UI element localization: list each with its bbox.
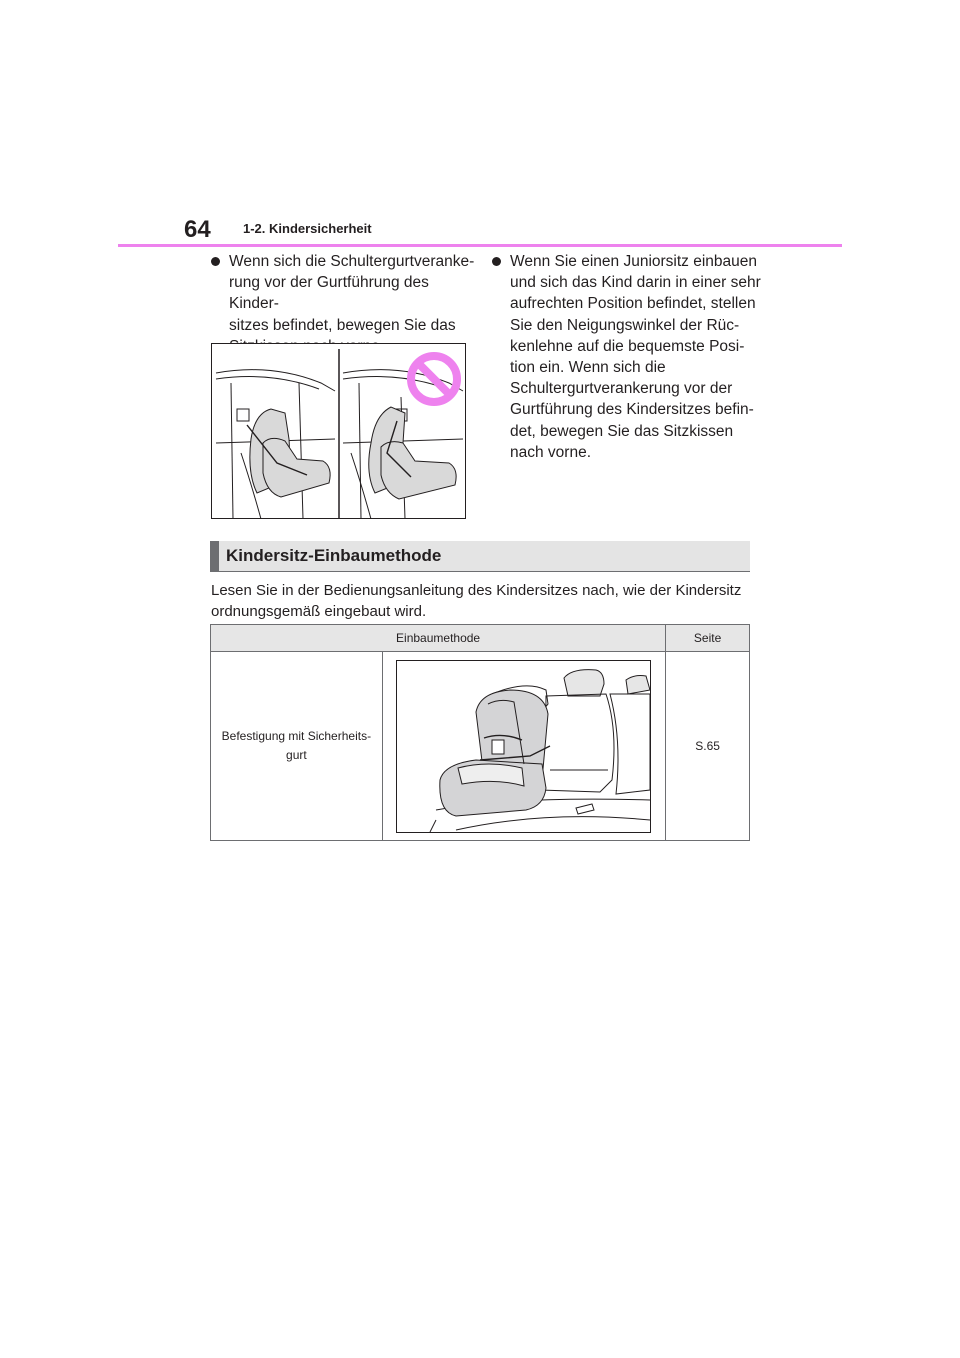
bullet-text: Wenn Sie einen Juniorsitz einbauen und sich das Kind darin in einer sehr aufrechten Position befindet, stellen Sie den Neigungswinkel der Rüc- kenlehne auf die bequemste Posi- tion ein. Wenn sich die Schultergurtverankerung vor der Gurtführung des Kindersitzes befin- det, bewegen Sie das Sitzkissen nach vorne. xyxy=(510,253,761,461)
section-heading-accent xyxy=(210,541,219,571)
section-heading-bar xyxy=(210,541,750,572)
bullet-item-junior-seat xyxy=(492,251,762,461)
bullet-item-front-anchor xyxy=(211,251,481,341)
table-cell-figure xyxy=(382,652,665,841)
bullet-dot-icon xyxy=(492,257,501,266)
child-seat-illustration xyxy=(396,660,651,833)
table-cell-page: S.65 xyxy=(666,652,750,841)
seat-position-figure xyxy=(211,343,466,519)
bullet-dot-icon xyxy=(211,257,220,266)
table-cell-method: Befestigung mit Sicherheits- gurt xyxy=(211,652,383,841)
installation-method-table xyxy=(210,624,750,841)
page-number: 64 xyxy=(184,216,211,243)
bullet-text: Wenn sich die Schultergurtveranke- rung vor der Gurtführung des Kinder- sitzes befindet, bewegen Sie das xyxy=(229,253,475,334)
header-rule xyxy=(118,244,842,247)
intro-paragraph: Lesen Sie in der Bedienungsanleitung des Kindersitzes nach, wie der Kindersitz ordnungsgemäß eingebaut wird. xyxy=(211,582,742,620)
table-header-method: Einbaumethode xyxy=(211,625,666,652)
section-heading: Kindersitz-Einbaumethode xyxy=(226,546,442,565)
table-header-row xyxy=(211,625,750,652)
section-label: 1-2. Kindersicherheit xyxy=(243,221,372,236)
table-row xyxy=(211,652,750,841)
table-header-page: Seite xyxy=(666,625,750,652)
